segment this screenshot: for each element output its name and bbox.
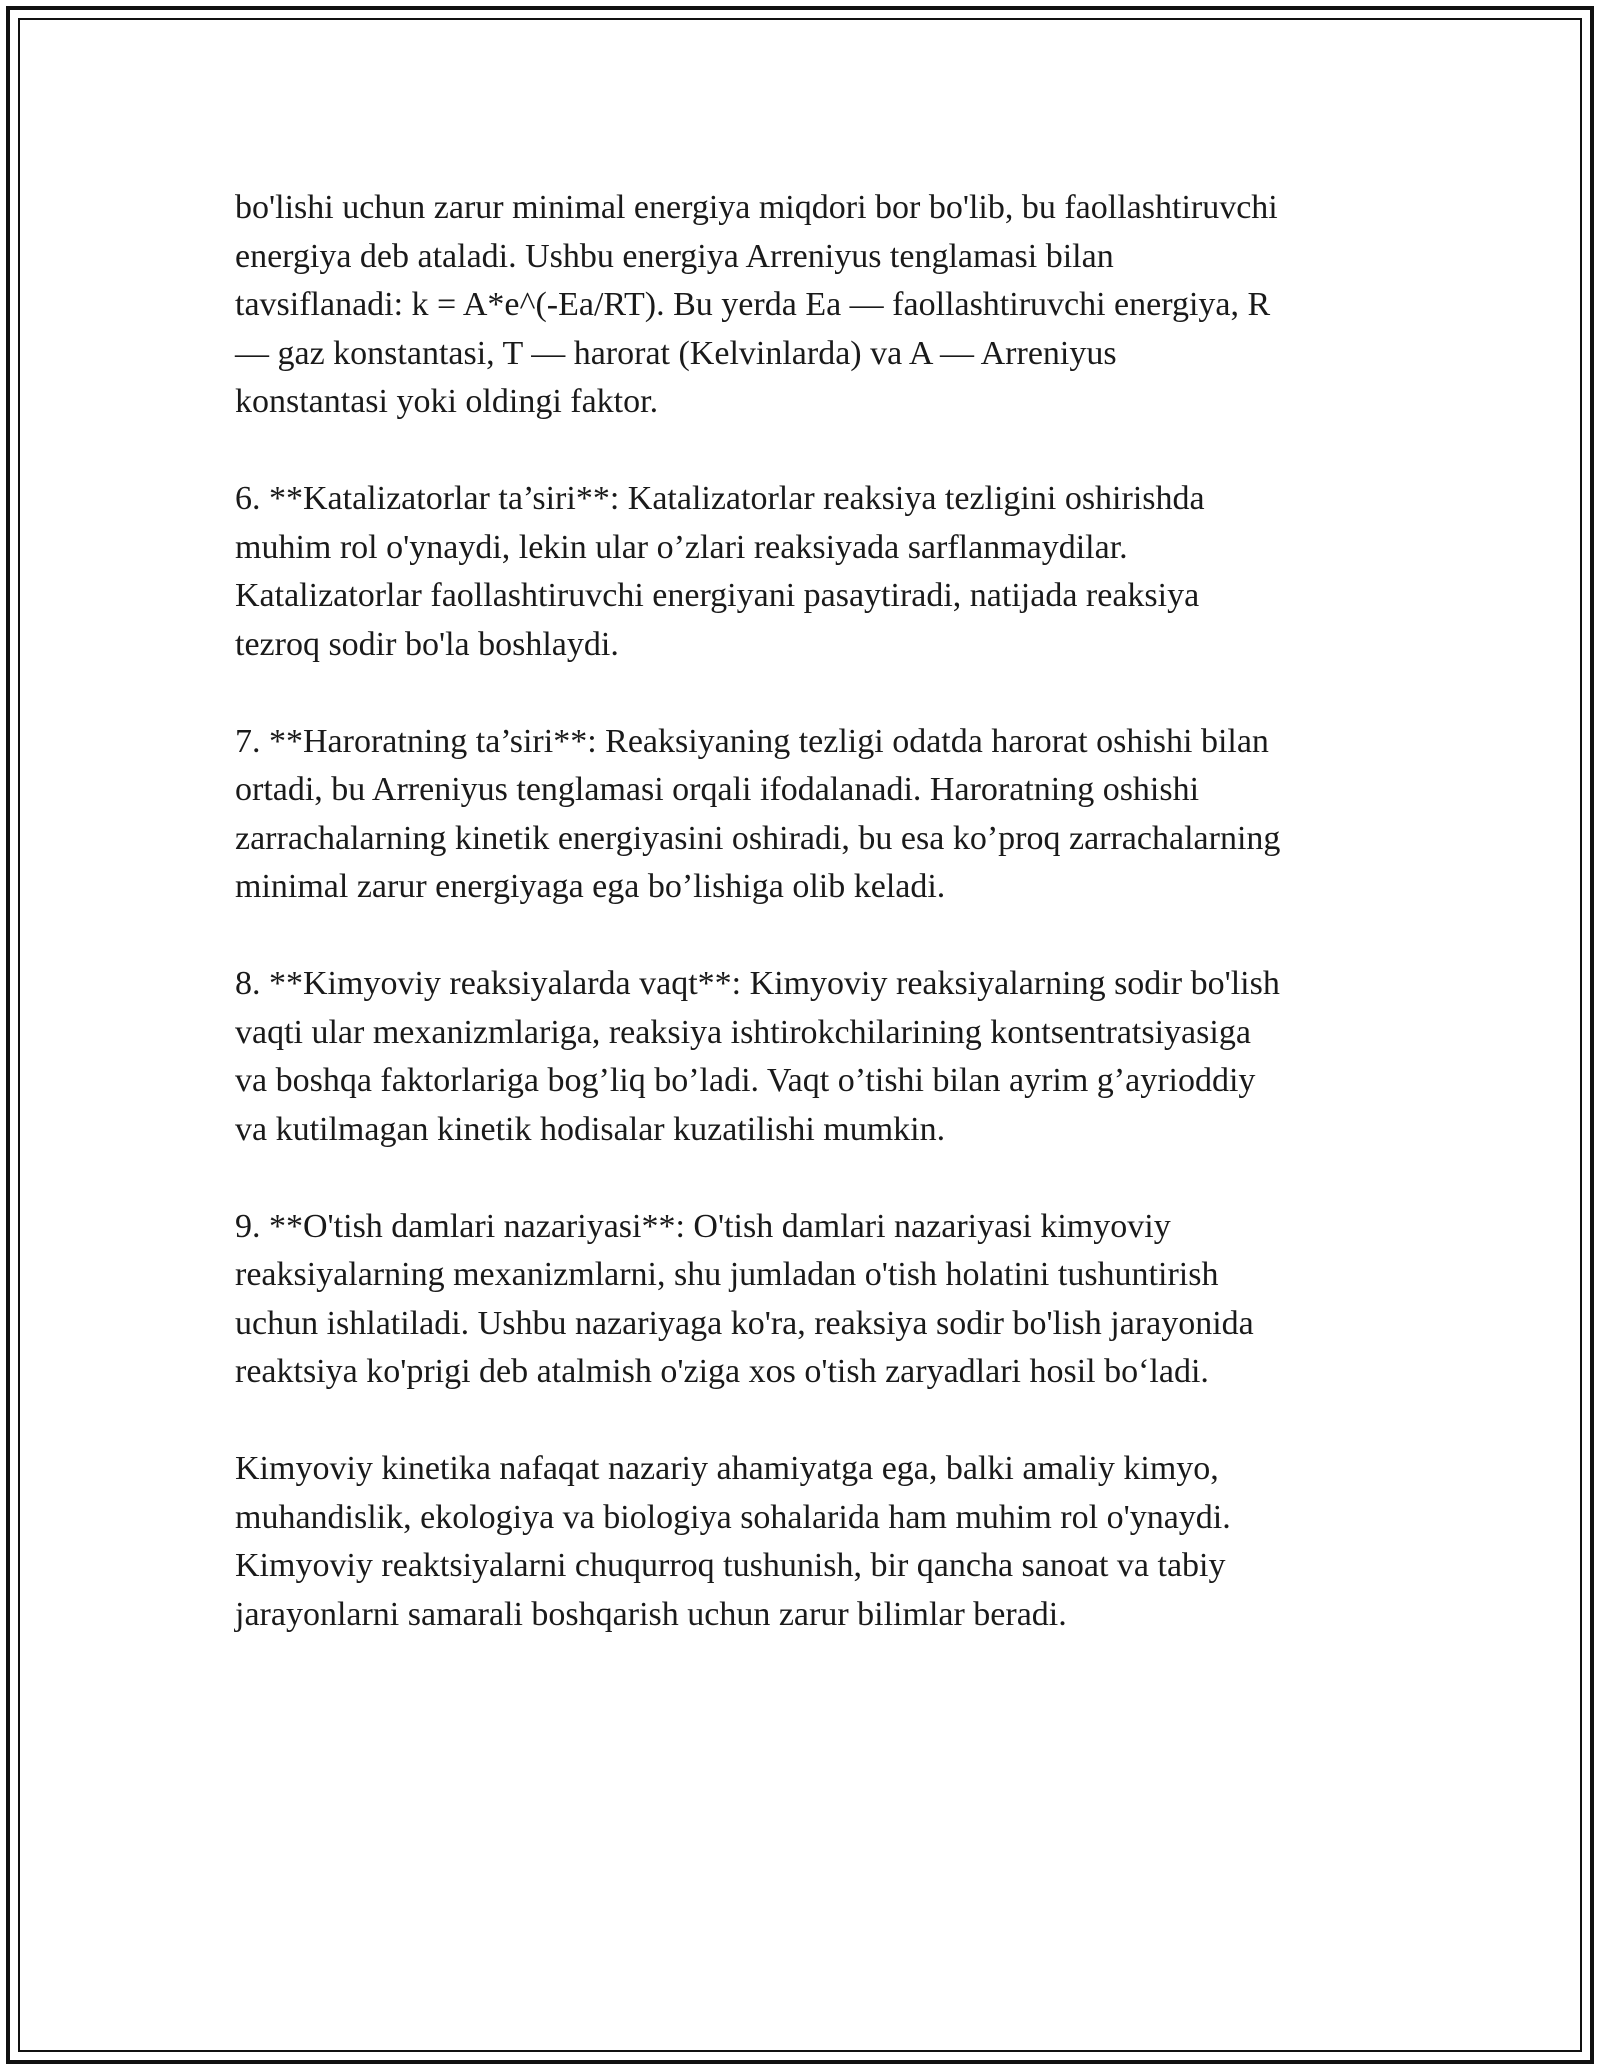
text-line: tezroq sodir bo'la boshlaydi. (235, 625, 619, 663)
text-line: — gaz konstantasi, T — harorat (Kelvinlarda) va A — Arreniyus (235, 334, 1117, 372)
text-line: reaksiyalarning mexanizmlarni, shu jumladan o'tish holatini tushuntirish (235, 1256, 1219, 1293)
text-line: ortadi, bu Arreniyus tenglamasi orqali ifodalanadi. Haroratning oshishi (235, 771, 1200, 808)
text-line: 9. **O'tish damlari nazariyasi**: O'tish damlari nazariyasi kimyoviy (235, 1207, 1171, 1245)
text-line: reaktsiya ko'prigi deb atalmish o'ziga xos o'tish zaryadlari hosil bo‘ladi. (235, 1353, 1209, 1390)
paragraph-conclusion (235, 1445, 1375, 1639)
text-line: 7. **Haroratning ta’siri**: Reaksiyaning tezligi odatda harorat oshishi bilan (235, 722, 1269, 760)
paragraph-arrhenius (235, 184, 1375, 427)
text-line: tavsiflanadi: k = A*e^(-Ea/RT). Bu yerda Ea — faollashtiruvchi energiya, R (235, 286, 1271, 323)
text-line: zarrachalarning kinetik energiyasini oshiradi, bu esa ko’proq zarrachalarning (235, 819, 1281, 857)
text-line: minimal zarur energiyaga ega bo’lishiga olib keladi. (235, 868, 946, 905)
paragraph-time (235, 960, 1375, 1154)
paragraph-catalysts (235, 475, 1375, 669)
text-line: energiya deb ataladi. Ushbu energiya Arreniyus tenglamasi bilan (235, 237, 1114, 275)
text-line: uchun ishlatiladi. Ushbu nazariyaga ko'ra, reaksiya sodir bo'lish jarayonida (235, 1304, 1254, 1342)
text-line: muhandislik, ekologiya va biologiya sohalarida ham muhim rol o'ynaydi. (235, 1498, 1231, 1536)
document-body (235, 184, 1375, 1688)
text-line: vaqti ular mexanizmlariga, reaksiya ishtirokchilarining kontsentratsiyasiga (235, 1013, 1251, 1051)
text-line: 8. **Kimyoviy reaksiyalarda vaqt**: Kimyoviy reaksiyalarning sodir bo'lish (235, 965, 1280, 1002)
text-line: Kimyoviy reaktsiyalarni chuqurroq tushunish, bir qancha sanoat va tabiy (235, 1547, 1226, 1584)
text-line: Kimyoviy kinetika nafaqat nazariy ahamiyatga ega, balki amaliy kimyo, (235, 1450, 1219, 1487)
text-line: va kutilmagan kinetik hodisalar kuzatilishi mumkin. (235, 1110, 946, 1148)
paragraph-transition-theory (235, 1203, 1375, 1397)
text-line: va boshqa faktorlariga bog’liq bo’ladi. Vaqt o’tishi bilan ayrim g’ayrioddiy (235, 1062, 1256, 1099)
text-line: muhim rol o'ynaydi, lekin ular o’zlari reaksiyada sarflanmaydilar. (235, 528, 1128, 566)
text-line: konstantasi yoki oldingi faktor. (235, 383, 659, 420)
text-line: bo'lishi uchun zarur minimal energiya miqdori bor bo'lib, bu faollashtiruvchi (235, 189, 1278, 226)
text-line: Katalizatorlar faollashtiruvchi energiyani pasaytiradi, natijada reaksiya (235, 577, 1200, 614)
text-line: 6. **Katalizatorlar ta’siri**: Katalizatorlar reaksiya tezligini oshirishda (235, 480, 1205, 517)
paragraph-temperature (235, 718, 1375, 912)
text-line: jarayonlarni samarali boshqarish uchun zarur bilimlar beradi. (235, 1595, 1067, 1633)
